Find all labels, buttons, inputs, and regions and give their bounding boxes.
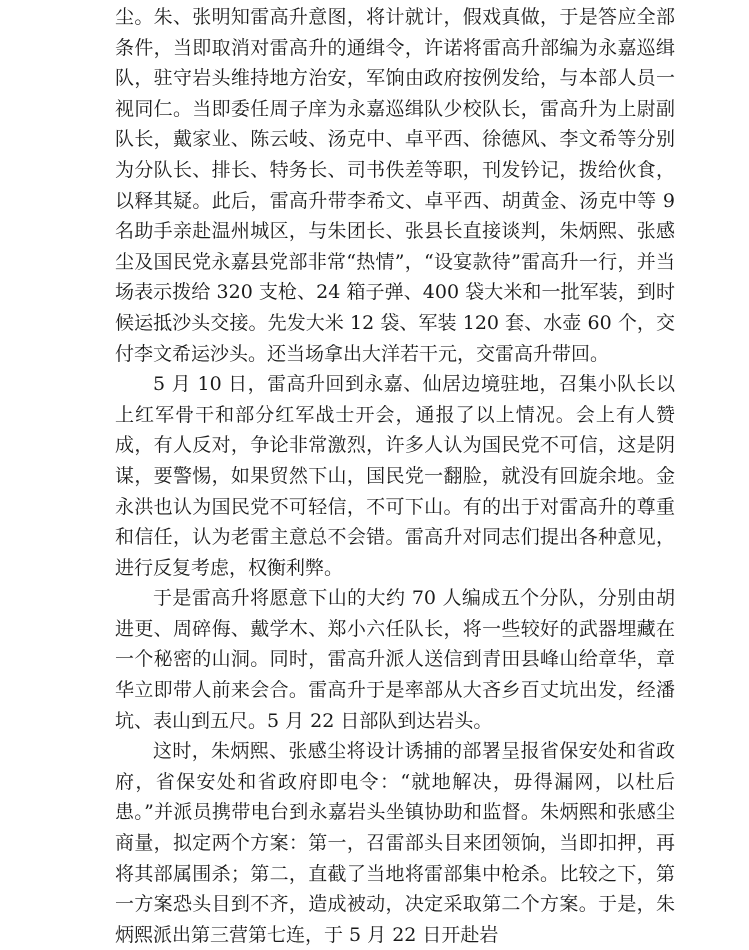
paragraph-2: 5 月 10 日，雷高升回到永嘉、仙居边境驻地，召集小队长以上红军骨干和部分红军战士开会，通报了以上情况。会上有人赞成，有人反对，争论非常激烈，许多人认为国民党不可信，这是阴谋，要警惕，如果贸然下山，国民党一翻脸，就没有回旋余地。金永洪也认为国民党不可轻信，不可下山。有的出于对雷高升的尊重和信任，认为老雷主意总不会错。雷高升对同志们提出各种意见，进行反复考虑，权衡利弊。 bbox=[115, 373, 675, 579]
paragraph-3: 于是雷高升将愿意下山的大约 70 人编成五个分队，分别由胡进更、周碎侮、戴学木、郑小六任队长，将一些较好的武器埋藏在一个秘密的山洞。同时，雷高升派人送信到青田县峰山给章华，章华立即带人前来会合。雷高升于是率部从大吝乡百丈坑出发，经潘坑、表山到五尺。5 月 22 日部队到达岩头。 bbox=[115, 587, 675, 732]
paragraph-4: 这时，朱炳熙、张感尘将设计诱捕的部署呈报省保安处和省政府，省保安处和省政府即电令：“就地解决，毋得漏网，以杜后患。”并派员携带电台到永嘉岩头坐镇协助和监督。朱炳熙和张感尘商量，拟定两个方案：第一，召雷部头目来团领饷，当即扣押，再将其部属围杀；第二，直截了当地将雷部集中枪杀。比较之下，第一方案恐头目到不齐，造成被动，决定采取第二个方案。于是，朱炳熙派出第三营第七连，于 5 月 22 日开赴岩 bbox=[115, 740, 675, 946]
body-text bbox=[115, 2, 675, 950]
paragraph-1: 尘。朱、张明知雷高升意图，将计就计，假戏真做，于是答应全部条件，当即取消对雷高升的通缉令，许诺将雷高升部编为永嘉巡缉队，驻守岩头维持地方治安，军饷由政府按例发给，与本部人员一视同仁。当即委任周子庠为永嘉巡缉队少校队长，雷高升为上尉副队长，戴家业、陈云岐、汤克中、卓平西、徐德风、李文希等分别为分队长、排长、特务长、司书佚差等职，刊发钤记，拨给伙食，以释其疑。此后，雷高升带李希文、卓平西、胡黄金、汤克中等 9 名助手亲赴温州城区，与朱团长、张县长直接谈判，朱炳熙、张感尘及国民党永嘉县党部非常“热情”，“设宴款待”雷高升一行，并当场表示拨给 320 支枪、24 箱子弹、400 袋大米和一批军装，到时候运抵沙头交接。先发大米 12 袋、军装 120 套、水壶 60 个，交付李文希运沙头。还当场拿出大洋若干元，交雷高升带回。 bbox=[115, 6, 675, 365]
